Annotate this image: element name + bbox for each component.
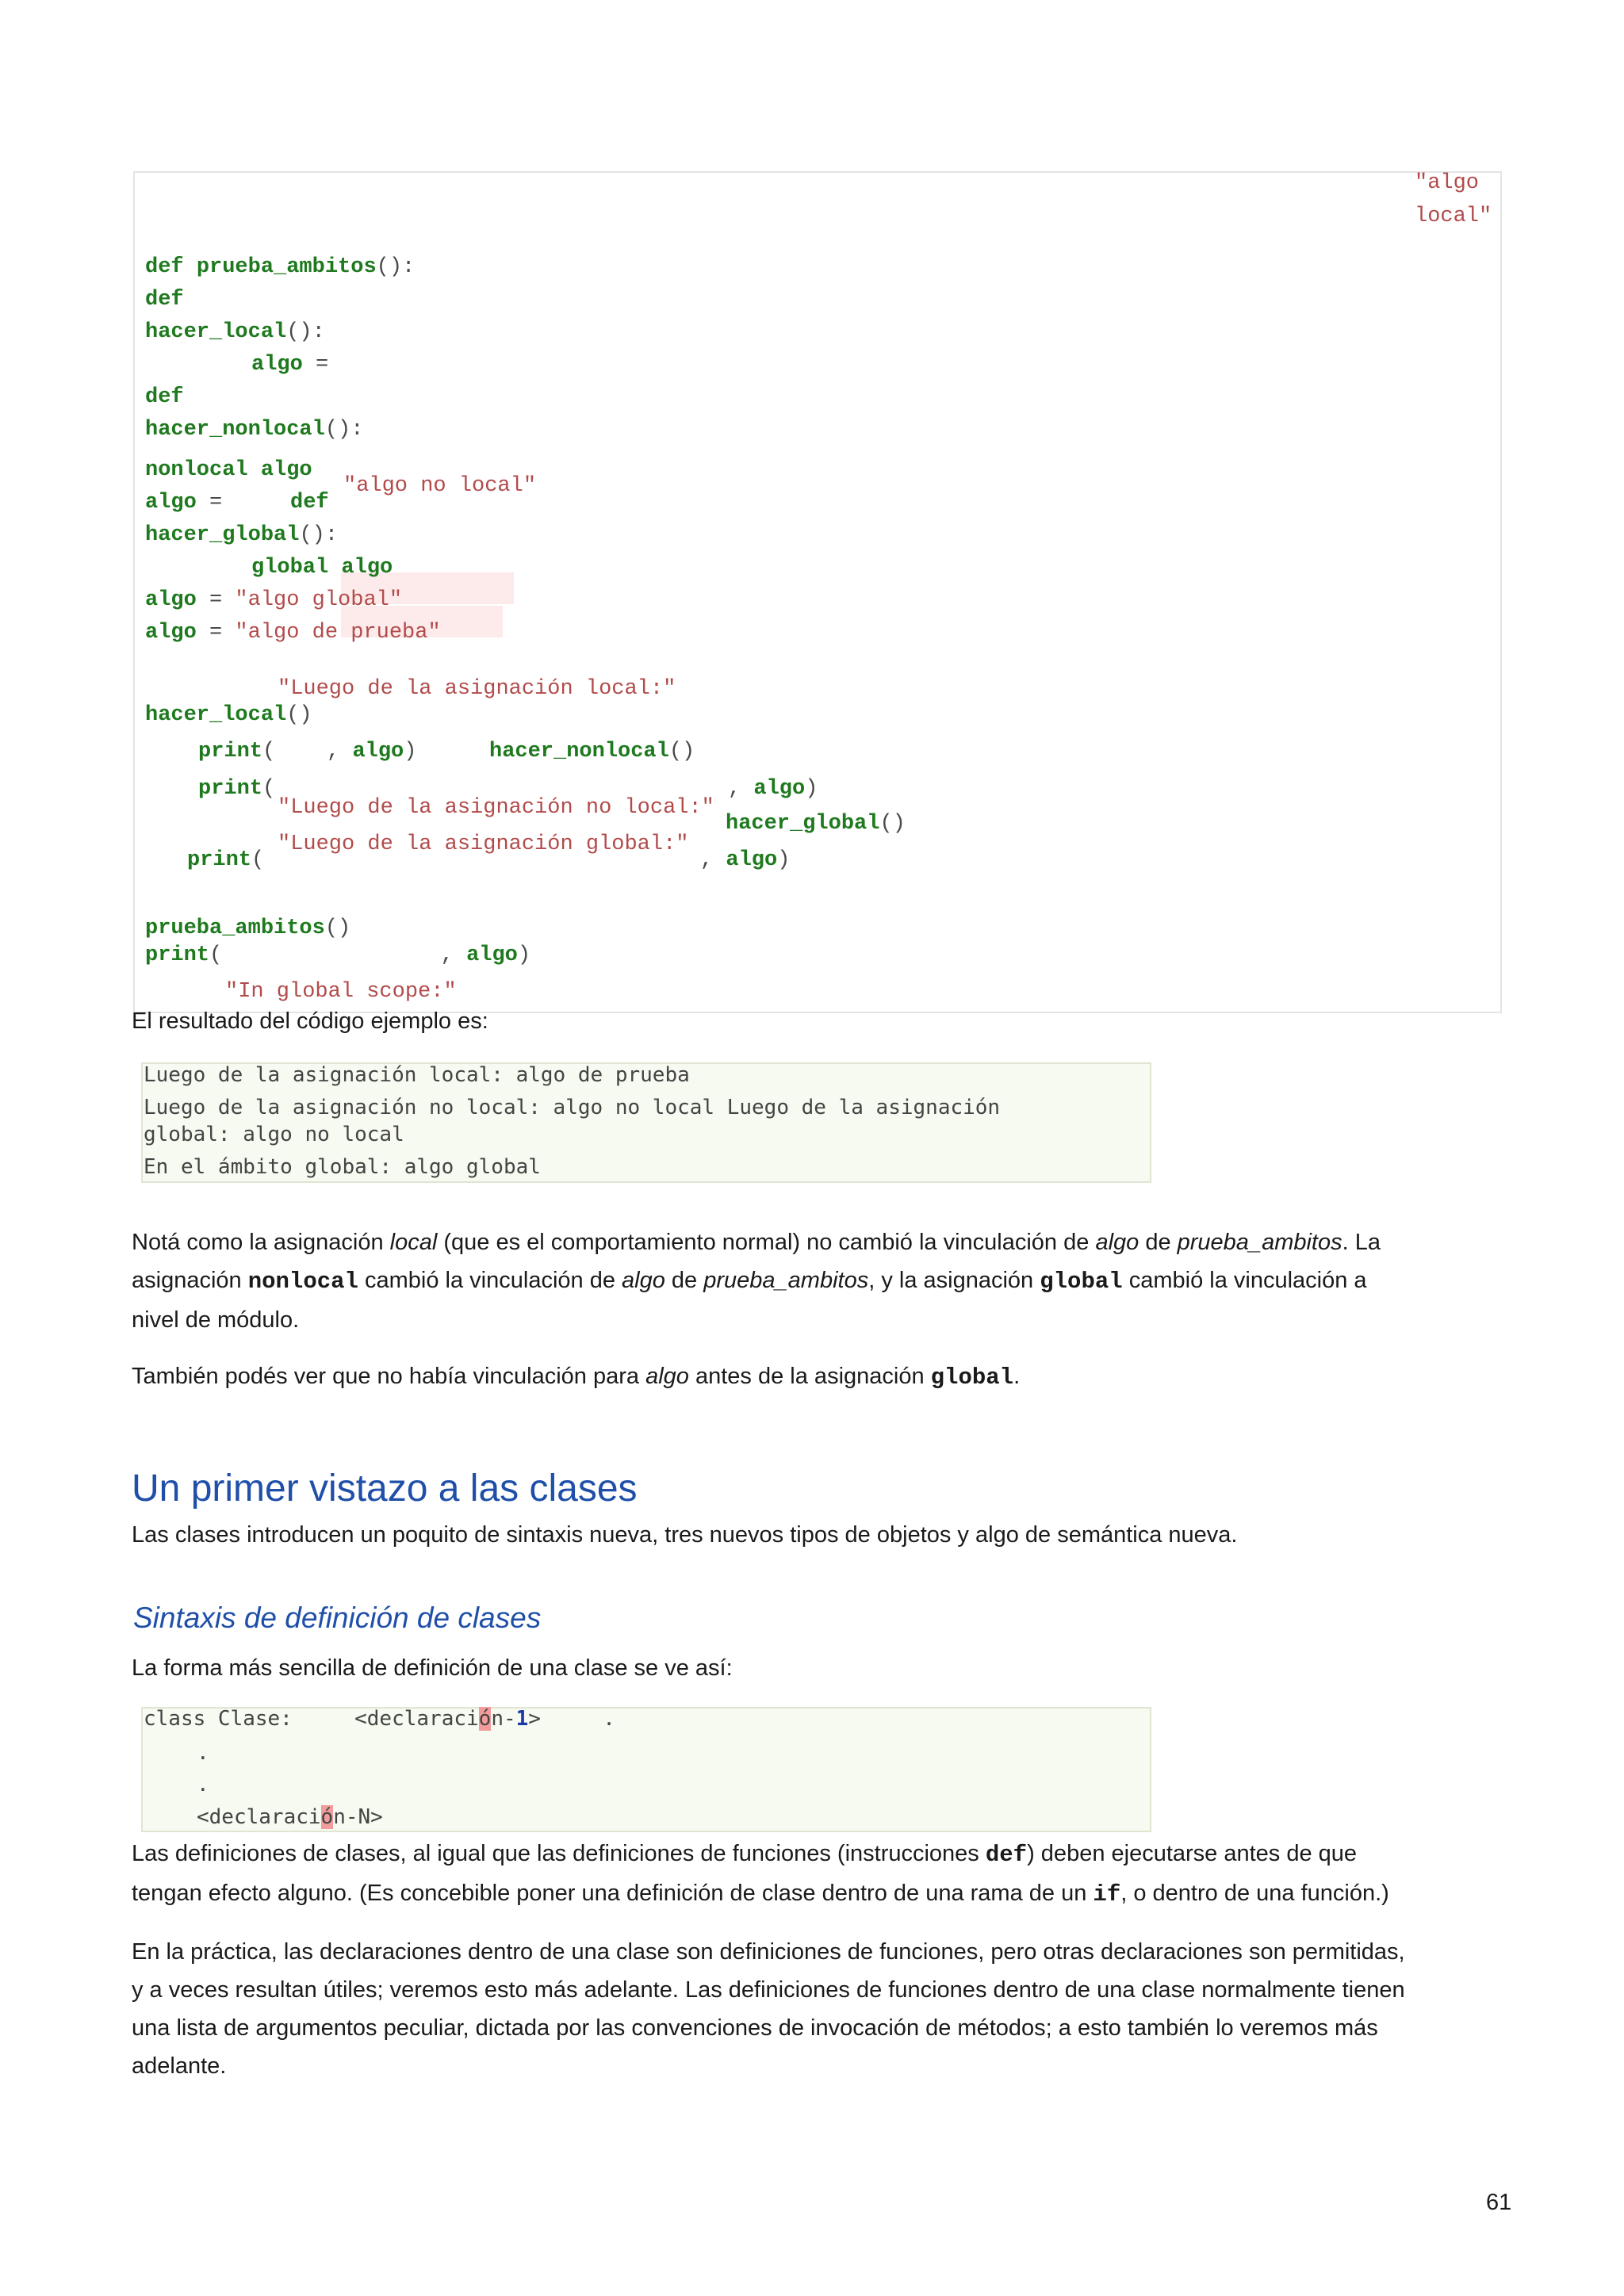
code-identifier: print: [198, 740, 263, 763]
code-line: [145, 320, 325, 344]
code-string: "algo no local": [343, 474, 537, 498]
code-line: [145, 418, 363, 442]
code-identifier: hacer_nonlocal: [145, 418, 325, 442]
paragraph: Notá como la asignación local (que es el comportamiento normal) no cambió la vinculación de algo de prueba_ambitos. La asignación nonlocal cambió la vinculación de algo de prueba_ambitos, y la asignación global cambió la vinculación a nivel de módulo.: [132, 1230, 1381, 1333]
code-punctuation: ): [404, 740, 417, 763]
code-identifier: algo: [145, 621, 197, 645]
code-punctuation: ): [777, 848, 791, 872]
error-mark: ó: [478, 1707, 492, 1731]
code-punctuation: (): [286, 703, 312, 727]
code-line: [145, 621, 441, 645]
code-keyword: global: [251, 556, 329, 580]
code-operator: =: [209, 491, 223, 515]
code-punctuation: (: [251, 848, 265, 872]
code-identifier: algo: [145, 588, 197, 612]
code-punctuation: ():: [324, 418, 364, 442]
code-punctuation: ): [517, 943, 531, 967]
code-punctuation: ():: [286, 320, 325, 344]
code-line: [251, 353, 328, 377]
code-line: [187, 848, 264, 872]
code-punctuation: ():: [376, 255, 416, 279]
code-string: "algo: [1415, 171, 1480, 195]
code-line: [489, 740, 695, 763]
code-punctuation: (): [668, 740, 695, 763]
inline-code: def: [985, 1842, 1028, 1868]
code-identifier: hacer_global: [145, 523, 300, 547]
code-identifier: algo: [753, 777, 806, 801]
code-line: [145, 491, 222, 515]
code-line: [726, 812, 906, 836]
code-line: [145, 458, 312, 482]
code-identifier: hacer_global: [726, 812, 880, 836]
code-identifier: algo: [341, 556, 393, 580]
code-identifier: algo: [466, 943, 518, 967]
code-keyword: def: [290, 491, 329, 515]
code-punctuation: ( ,: [209, 943, 467, 967]
code-identifier: print: [187, 848, 252, 872]
code-line: [700, 848, 790, 872]
code-punctuation: ): [805, 777, 818, 801]
code-identifier: algo: [260, 458, 312, 482]
code-string: local": [1415, 205, 1492, 228]
code-identifier: prueba_ambitos: [145, 916, 325, 940]
paragraph: Las clases introducen un poquito de sintaxis nueva, tres nuevos tipos de objetos y algo de semántica nueva.: [132, 1522, 1238, 1548]
code-line: [145, 943, 530, 967]
code-string: "Luego de la asignación no local:": [278, 796, 714, 820]
code-identifier: hacer_local: [145, 320, 287, 344]
code-line: [145, 255, 415, 279]
subsection-heading: Sintaxis de definición de clases: [133, 1601, 542, 1634]
code-keyword: def: [145, 255, 184, 279]
code-string: "algo de prueba": [235, 621, 441, 645]
code-line: [251, 556, 393, 580]
output-line: En el ámbito global: algo global: [144, 1155, 541, 1179]
code-string: "In global scope:": [225, 980, 457, 1004]
output-line: Luego de la asignación local: algo de prueba: [144, 1063, 690, 1087]
section-heading: Un primer vistazo a las clases: [132, 1468, 638, 1510]
code-identifier: print: [198, 777, 263, 801]
code-keyword: def: [145, 385, 184, 409]
code-punctuation: (): [324, 916, 351, 940]
code-identifier: hacer_local: [145, 703, 287, 727]
code-operator: =: [316, 353, 329, 377]
code-identifier: algo: [145, 491, 197, 515]
code-string: "Luego de la asignación local:": [278, 677, 676, 701]
paragraph: En la práctica, las declaraciones dentro de una clase son definiciones de funciones, pero otras declaraciones son permitidas, y a veces resultan útiles; veremos esto más adelante. Las definiciones de funciones dentro de una clase normalmente tienen una lista de argumentos peculiar, dictada por las convenciones de invocación de métodos; a esto también lo veremos más adelante.: [132, 1939, 1405, 2079]
code-identifier: algo: [251, 353, 303, 377]
code-line: class Clase: <declaración-1> .: [144, 1707, 615, 1731]
code-punctuation: (): [879, 812, 906, 836]
code-line: [145, 703, 312, 727]
code-operator: =: [209, 588, 223, 612]
result-intro: El resultado del código ejemplo es:: [132, 1008, 488, 1034]
code-punctuation: (: [262, 777, 276, 801]
paragraph: La forma más sencilla de definición de una clase se ve así:: [132, 1655, 733, 1681]
code-line: [145, 916, 350, 940]
inline-code: if: [1093, 1881, 1121, 1908]
code-punctuation: ( ,: [262, 740, 353, 763]
code-identifier: algo: [352, 740, 404, 763]
code-punctuation: ,: [728, 777, 754, 801]
code-line: .: [197, 1773, 209, 1797]
code-line: [198, 740, 416, 763]
inline-code: global: [1040, 1269, 1123, 1295]
paragraph: Las definiciones de clases, al igual que las definiciones de funciones (instrucciones def) deben ejecutarse antes de que tengan efecto alguno. (Es concebible poner una definición de clase dentro de una rama de un if, o dentro de una función.): [132, 1841, 1389, 1908]
code-keyword: nonlocal: [145, 458, 248, 482]
code-punctuation: ,: [700, 848, 726, 872]
code-identifier: prueba_ambitos: [196, 255, 377, 279]
error-mark: ó: [320, 1805, 334, 1829]
inline-code: nonlocal: [247, 1269, 358, 1295]
code-line: [145, 588, 402, 612]
code-identifier: hacer_nonlocal: [489, 740, 669, 763]
paragraph: También podés ver que no había vinculación para algo antes de la asignación global.: [132, 1364, 1021, 1391]
code-keyword: def: [145, 288, 184, 312]
code-identifier: print: [145, 943, 210, 967]
code-punctuation: ():: [299, 523, 339, 547]
output-line: Luego de la asignación no local: algo no local Luego de la asignación: [144, 1096, 1001, 1119]
page-number: 61: [1486, 2190, 1512, 2215]
code-line: <declaración-N>: [197, 1805, 383, 1829]
code-line: [198, 777, 275, 801]
inline-code: global: [930, 1364, 1014, 1391]
code-string: "Luego de la asignación global:": [278, 832, 689, 856]
code-operator: =: [209, 621, 223, 645]
output-line: global: algo no local: [144, 1123, 404, 1146]
code-line: .: [197, 1741, 209, 1765]
code-line: [728, 777, 818, 801]
code-line: [145, 523, 338, 547]
code-string: "algo global": [235, 588, 403, 612]
code-identifier: algo: [726, 848, 778, 872]
